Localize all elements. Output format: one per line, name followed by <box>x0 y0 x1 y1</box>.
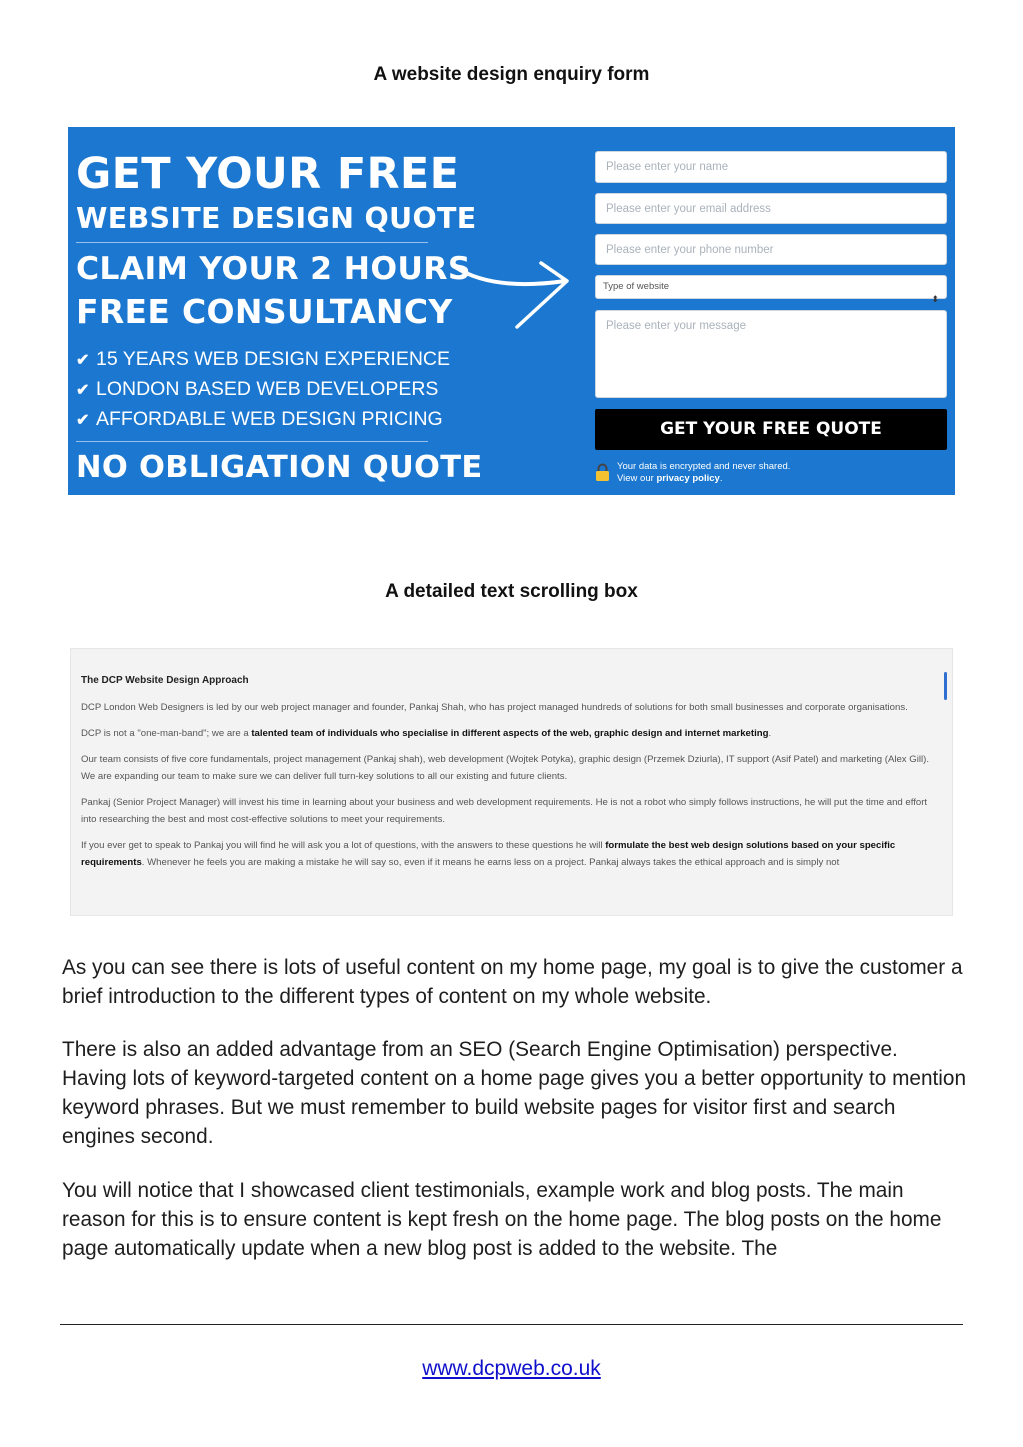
check-icon: ✔ <box>76 382 90 399</box>
check-icon: ✔ <box>76 352 90 369</box>
enquiry-form-image <box>68 127 955 495</box>
headline-no-obligation: NO OBLIGATION QUOTE <box>76 450 483 485</box>
check-icon: ✔ <box>76 412 90 429</box>
body-paragraph: As you can see there is lots of useful content on my home page, my goal is to give the customer a brief introduction to the different types of content on my whole website. <box>62 956 963 1008</box>
website-link[interactable]: www.dcpweb.co.uk <box>422 1357 601 1380</box>
headline-consultancy: FREE CONSULTANCY <box>76 292 453 331</box>
phone-input[interactable]: Please enter your phone number <box>595 234 947 265</box>
scroll-paragraph: Our team consists of five core fundamentals, project management (Pankaj shah), web development (Wojtek Potyka), graphic design (Przemek Dziurla), IT support (Asif Patel) and marketing (Alex Gill). We are expanding our team to make sure we can deliver full turn-key solutions to all our existing and future clients. <box>81 754 929 782</box>
scroll-paragraph: If you ever get to speak to Pankaj you will find he will ask you a lot of questions, with the answers to these questions he will formulate the best web design solutions based on your specific requirements. Whenever he feels you are making a mistake he will say so, even if it means he earns less on a project. Pankaj always takes the ethical approach and is simply not <box>81 840 896 868</box>
feature-item: ✔ AFFORDABLE WEB DESIGN PRICING <box>76 408 443 430</box>
get-quote-button[interactable]: GET YOUR FREE QUOTE <box>595 409 947 450</box>
scrollbar-thumb[interactable] <box>944 672 947 700</box>
headline-quote: WEBSITE DESIGN QUOTE <box>76 202 477 235</box>
scroll-paragraph: DCP London Web Designers is led by our web project manager and founder, Pankaj Shah, who has project managed hundreds of solutions for both small businesses and corporate organisations. <box>81 702 908 713</box>
footer-divider <box>60 1324 963 1325</box>
select-arrows-icon: ⬍ <box>931 294 939 304</box>
message-textarea[interactable]: Please enter your message <box>595 310 947 398</box>
form-caption: A website design enquiry form <box>373 64 650 85</box>
lock-icon <box>595 463 610 481</box>
divider <box>76 441 428 442</box>
text-scrolling-box[interactable] <box>70 648 953 916</box>
website-type-select[interactable]: Type of website ⬍ <box>595 275 947 299</box>
body-paragraph: You will notice that I showcased client testimonials, example work and blog posts. The main reason for this is to ensure content is kept fresh on the home page. The blog posts on the home page automatically update when a new blog post is added to the website. The <box>62 1179 942 1260</box>
body-paragraph: There is also an added advantage from an SEO (Search Engine Optimisation) perspective. Having lots of keyword-targeted content on a home page gives you a better opportunity to mention keyword phrases. But we must remember to build website pages for visitor first and search engines second. <box>62 1038 967 1148</box>
divider <box>76 242 428 243</box>
privacy-note: Your data is encrypted and never shared. View our privacy policy. <box>617 461 791 484</box>
scroll-box-title: The DCP Website Design Approach <box>81 675 249 686</box>
scroll-paragraph: Pankaj (Senior Project Manager) will invest his time in learning about your business and web development requirements. He is not a robot who simply follows instructions, he will put the time and effort into researching the best and most cost-effective solutions to meet your requirements. <box>81 797 928 825</box>
headline-claim: CLAIM YOUR 2 HOURS <box>76 251 471 287</box>
arrow-right-icon <box>453 255 578 335</box>
name-input[interactable]: Please enter your name <box>595 151 947 183</box>
email-input[interactable]: Please enter your email address <box>595 193 947 224</box>
feature-item: ✔ 15 YEARS WEB DESIGN EXPERIENCE <box>76 348 450 370</box>
privacy-policy-link[interactable]: privacy policy <box>656 473 720 484</box>
headline-get-free: GET YOUR FREE <box>76 149 460 199</box>
scroll-paragraph: DCP is not a "one-man-band"; we are a talented team of individuals who specialise in different aspects of the web, graphic design and internet marketing. <box>81 728 772 739</box>
scroll-caption: A detailed text scrolling box <box>385 581 638 602</box>
feature-item: ✔ LONDON BASED WEB DEVELOPERS <box>76 378 439 400</box>
